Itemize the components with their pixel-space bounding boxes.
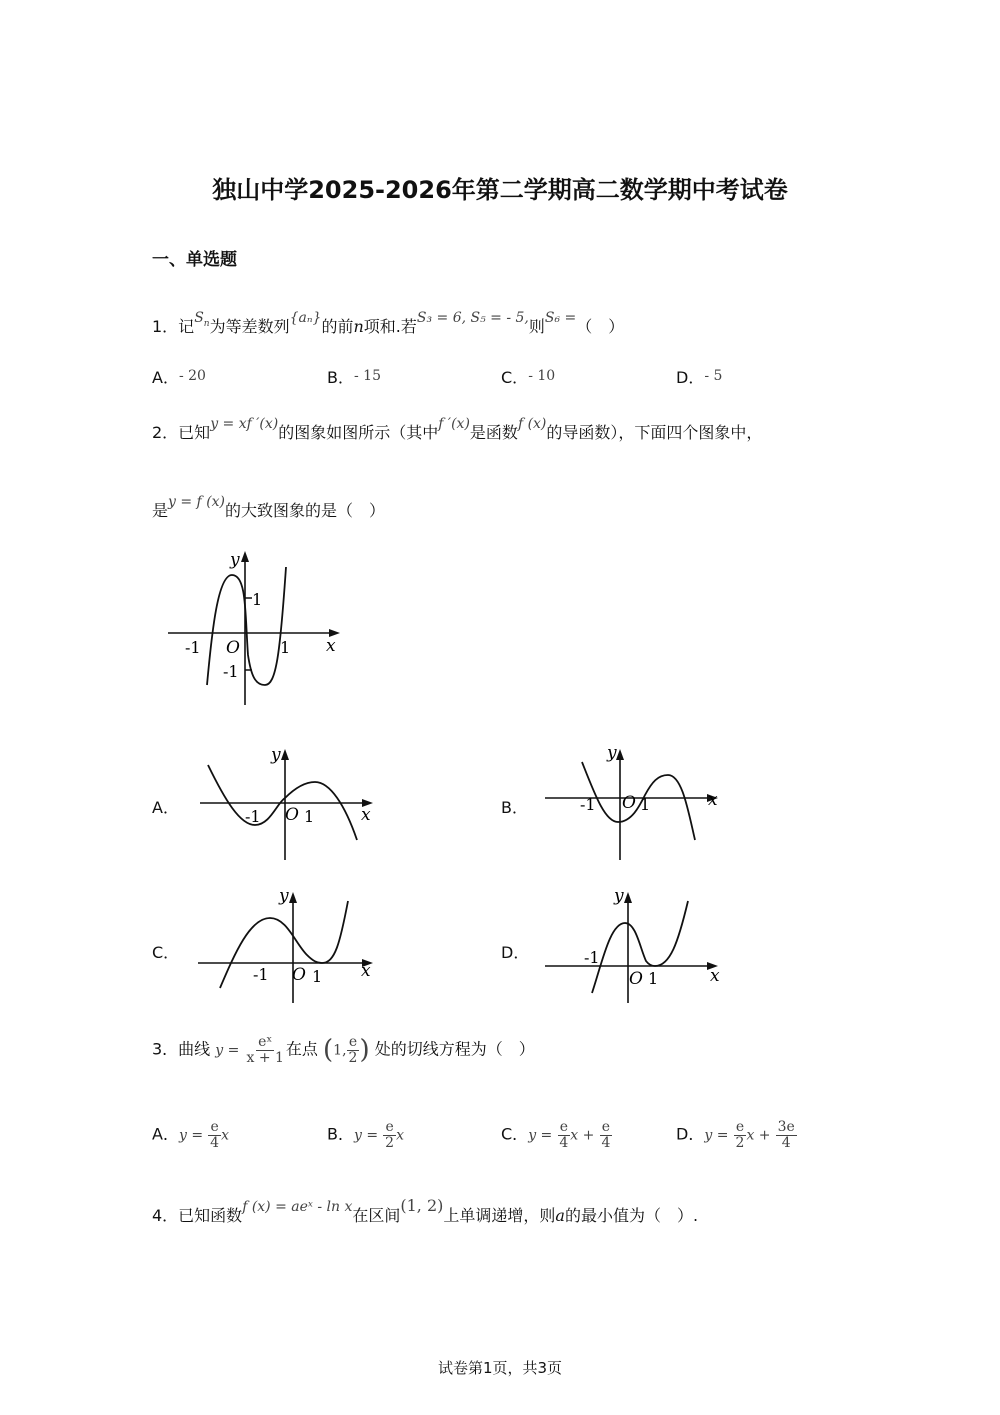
q3-point: ( xyxy=(323,1035,334,1066)
q2-number: 2．已知 xyxy=(152,423,211,442)
b-x-1-label: 1 xyxy=(640,795,651,814)
q2-graph-d[interactable] xyxy=(540,883,730,1008)
q4-text-2: 上单调递增，则 xyxy=(443,1206,556,1225)
page-footer: 试卷第1页，共3页 xyxy=(437,1359,563,1377)
q1-s6: S₆ = xyxy=(544,310,577,326)
q1-n: n xyxy=(353,317,364,336)
c-x-neg1-label: -1 xyxy=(253,965,269,984)
q3-option-b[interactable]: B．y = $\frac{e}{2}$ x xyxy=(327,1119,404,1151)
c-x-label: x xyxy=(361,961,371,981)
a-x-label: x xyxy=(361,805,371,825)
q3-point-fraction: $\frac{e}{2}$ xyxy=(348,1034,358,1066)
main-y-neg1-label: -1 xyxy=(223,662,239,681)
exam-title: 独山中学2025-2026年第二学期高二数学期中考试卷 xyxy=(212,176,788,204)
q1-blank: （ ） xyxy=(576,317,625,336)
q2-expr-4: y = f (x) xyxy=(168,494,226,510)
main-x-label: x xyxy=(326,636,336,656)
q2-option-b[interactable]: B． xyxy=(501,798,528,817)
q1-text-3: 项和.若 xyxy=(363,317,417,336)
q2-graph-b[interactable] xyxy=(540,740,730,865)
q4-text-1: 在区间 xyxy=(352,1206,401,1225)
question-4 xyxy=(152,1196,698,1226)
question-2-line-2 xyxy=(152,494,385,521)
d-y-label: y xyxy=(614,886,624,906)
a-origin-label: O xyxy=(285,805,299,825)
q3-text-1: 在点 xyxy=(285,1039,318,1059)
q1-text-4: 则 xyxy=(528,317,545,336)
q4-number: 4．已知函数 xyxy=(152,1206,243,1225)
b-x-label: x xyxy=(708,790,718,810)
q2-graph-a[interactable] xyxy=(195,740,385,865)
a-x-1-label: 1 xyxy=(304,807,315,826)
d-origin-label: O xyxy=(629,969,643,989)
c-origin-label: O xyxy=(292,965,306,985)
q4-expr: f (x) = aeˣ - ln x xyxy=(242,1199,353,1215)
q1-option-a[interactable]: A．- 20 xyxy=(152,368,206,387)
main-x-neg1-label: -1 xyxy=(185,638,201,657)
q4-a: a xyxy=(555,1206,565,1225)
q4-text-3: 的最小值为（ ）. xyxy=(564,1206,699,1225)
q1-option-d[interactable]: D．- 5 xyxy=(676,368,723,387)
c-y-label: y xyxy=(279,886,289,906)
q2-text-5: 的大致图象的是（ ） xyxy=(225,501,386,520)
q4-interval: (1, 2) xyxy=(400,1196,444,1215)
main-y-label: y xyxy=(230,550,240,570)
q2-option-d[interactable]: D． xyxy=(501,943,530,962)
question-1 xyxy=(152,310,624,337)
q3-number: 3．曲线 xyxy=(152,1039,211,1059)
q1-option-b[interactable]: B．- 15 xyxy=(327,368,381,387)
c-x-1-label: 1 xyxy=(312,967,323,986)
q3-option-c[interactable]: C．y = $\frac{e}{4}$ x + $\frac{e}{4}$ xyxy=(501,1119,611,1151)
q3-fraction: $\frac{\text{eˣ}}{x + 1}$ xyxy=(246,1034,284,1066)
a-x-neg1-label: -1 xyxy=(245,807,261,826)
d-x-1-label: 1 xyxy=(648,969,659,988)
q2-text-2: 是函数 xyxy=(469,423,518,442)
main-y-1-label: 1 xyxy=(252,590,263,609)
q3-y-eq: y = xyxy=(215,1042,240,1059)
b-y-label: y xyxy=(607,743,617,763)
question-2 xyxy=(152,416,762,443)
b-x-neg1-label: -1 xyxy=(580,795,596,814)
q3-option-a[interactable]: A．y = $\frac{e}{4}$ x xyxy=(152,1119,229,1151)
q2-text-1: 的图象如图所示（其中 xyxy=(278,423,439,442)
section-heading: 一、单选题 xyxy=(152,250,237,270)
q2-graph-c[interactable] xyxy=(195,883,385,1008)
q2-expr-1: y = xf ′(x) xyxy=(210,416,279,432)
b-origin-label: O xyxy=(622,793,636,813)
q2-expr-2: f ′(x) xyxy=(438,416,470,432)
q2-expr-3: f (x) xyxy=(517,416,547,432)
q2-text-4: 是 xyxy=(152,501,169,520)
main-x-1-label: 1 xyxy=(280,638,291,657)
q2-text-3: 的导函数），下面四个图象中， xyxy=(546,423,763,442)
d-x-label: x xyxy=(710,966,720,986)
q2-option-a[interactable]: A． xyxy=(152,798,179,817)
question-3: 3．曲线 y = $\frac{\text{eˣ}}{x + 1}$ 在点 (1, $\frac{e}{2}$ ) 处的切线方程为（ ） xyxy=(152,1034,535,1066)
q1-number: 1．记 xyxy=(152,317,195,336)
q1-s-n: $S_n$ xyxy=(194,310,210,329)
q3-option-d[interactable]: D．y = $\frac{e}{2}$ x + $\frac{3e}{4}$ xyxy=(676,1119,795,1151)
q1-option-c[interactable]: C．- 10 xyxy=(501,368,556,387)
q1-text-1: 为等差数列 xyxy=(209,317,290,336)
q2-option-c[interactable]: C． xyxy=(152,943,180,962)
q1-condition: S₃ = 6, S₅ = - 5, xyxy=(416,310,529,326)
q2-main-graph xyxy=(160,545,350,710)
q1-text-2: 的前 xyxy=(321,317,354,336)
q3-point-x: 1, xyxy=(333,1042,347,1059)
q3-text-2: 处的切线方程为（ ） xyxy=(374,1039,535,1059)
q1-sequence: {aₙ} xyxy=(289,310,322,326)
main-origin-label: O xyxy=(226,638,240,658)
d-x-neg1-label: -1 xyxy=(584,948,600,967)
a-y-label: y xyxy=(271,745,281,765)
